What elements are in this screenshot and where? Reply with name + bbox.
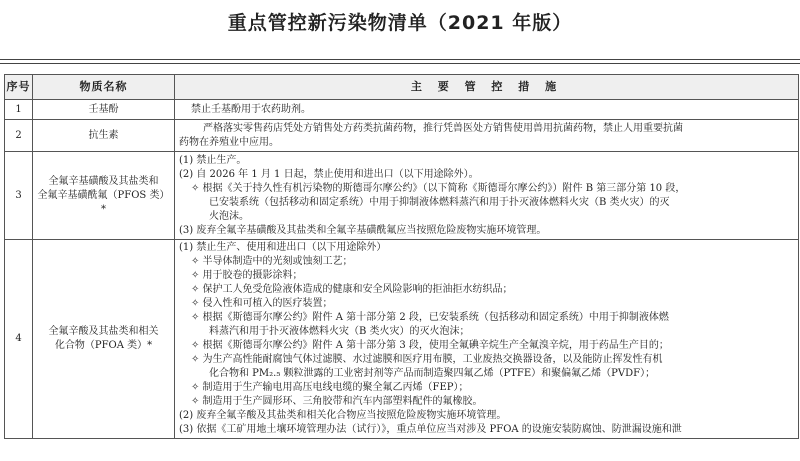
measure-line: (1) 禁止生产。: [179, 154, 247, 166]
measure-line: ✧ 保护工人免受危险液体造成的健康和安全风险影响的拒油拒水纺织品；: [191, 284, 513, 295]
measure-line: (3) 废弃全氟辛基磺酸及其盐类和全氟辛基磺酰氟应当按照危险废物实施环境管理。: [179, 224, 547, 236]
measure-line: 药物在养殖业中应用。: [179, 136, 279, 148]
table-row: [5, 240, 799, 439]
control-measures: [175, 240, 799, 439]
row-seq: 2: [5, 120, 33, 152]
measure-line: ✧ 制造用于生产输电用高压电线电缆的聚全氟乙丙烯（FEP）；: [191, 382, 469, 393]
substance-name-line: 化合物（PFOA 类）*: [54, 340, 153, 351]
title-rule-top: [0, 59, 800, 60]
substance-name: [33, 240, 175, 439]
substance-name-line: 全氟辛酸及其盐类和相关: [48, 326, 159, 337]
row-seq: 3: [5, 152, 33, 240]
measure-line: 严格落实零售药店凭处方销售处方药类抗菌药物，推行凭兽医处方销售使用兽用抗菌药物，禁止人用重要抗菌: [203, 122, 683, 134]
substance-name-line: 全氟辛基磺酰氟（PFOS 类）*: [37, 189, 170, 215]
table-header-row: [5, 75, 799, 100]
measure-line: ✧ 根据《斯德哥尔摩公约》附件 A 第十部分第 2 段，已安装系统（包括移动和固定系统）中用于抑制液体燃: [191, 312, 669, 323]
substance-name-line: 壬基酚: [88, 103, 119, 115]
measure-line: (2) 自 2026 年 1 月 1 日起，禁止使用和进出口（以下用途除外）。: [179, 168, 479, 180]
row-seq: 4: [5, 240, 33, 439]
measure-line: (1) 禁止生产、使用和进出口（以下用途除外）: [179, 242, 387, 253]
measure-line: ✧ 侵入性和可植入的医疗装置；: [191, 298, 333, 309]
measure-line: ✧ 根据《关于持久性有机污染物的斯德哥尔摩公约》（以下简称《斯德哥尔摩公约》）附件 B 第三部分第 10 段，: [191, 182, 686, 194]
measure-line: (3) 依据《工矿用地土壤环境管理办法（试行）》，重点单位应当对涉及 PFOA 的设施安装防腐蚀、防泄漏设施和泄: [179, 424, 682, 435]
header-measures: 主 要 管 控 措 施: [175, 75, 799, 100]
control-measures: [175, 100, 799, 120]
measure-line: 化合物和 PM₂.₅ 颗粒泄露的工业密封剂等产品而制造聚四氟乙烯（PTFE）和聚偏氟乙烯（PVDF）；: [209, 368, 656, 379]
measure-line: ✧ 制造用于生产圆形环、三角胶带和汽车内部塑料配件的氟橡胶。: [191, 396, 483, 407]
row-seq: 1: [5, 100, 33, 120]
measure-line: 禁止壬基酚用于农药助剂。: [191, 103, 311, 115]
measure-line: ✧ 用于胶卷的摄影涂料；: [191, 270, 303, 281]
substance-name: [33, 100, 175, 120]
header-substance: 物质名称: [33, 75, 175, 100]
header-seq: 序号: [5, 75, 33, 100]
measure-line: ✧ 根据《斯德哥尔摩公约》附件 A 第十部分第 3 段，使用全氟碘辛烷生产全氟溴辛烷，用于药品生产目的；: [191, 340, 669, 351]
control-measures: [175, 120, 799, 152]
measure-line: (2) 废弃全氟辛酸及其盐类和相关化合物应当按照危险废物实施环境管理。: [179, 410, 507, 421]
measure-line: ✧ 为生产高性能耐腐蚀气体过滤膜、水过滤膜和医疗用布膜，工业废热交换器设备，以及能防止挥发性有机: [191, 354, 663, 365]
pollutant-control-table: [4, 74, 799, 439]
title-rule-bottom: [0, 63, 800, 64]
table-body: [5, 100, 799, 439]
measure-line: 料蒸汽和用于扑灭液体燃料火灾（B 类火灾）的灭火泡沫；: [209, 326, 470, 337]
table-row: [5, 120, 799, 152]
table-row: [5, 152, 799, 240]
measure-line: 火泡沫。: [209, 210, 249, 222]
substance-name-line: 抗生素: [88, 129, 119, 141]
table-row: [5, 100, 799, 120]
page-title: 重点管控新污染物清单（2021 年版）: [227, 12, 573, 34]
measure-line: ✧ 半导体制造中的光刻或蚀刻工艺；: [191, 256, 353, 267]
measure-line: 已安装系统（包括移动和固定系统）中用于抑制液体燃料蒸汽和用于扑灭液体燃料火灾（B 类火灾）的灭: [209, 196, 670, 208]
substance-name: [33, 152, 175, 240]
substance-name-line: 全氟辛基磺酸及其盐类和: [48, 175, 159, 187]
control-measures: [175, 152, 799, 240]
substance-name: [33, 120, 175, 152]
